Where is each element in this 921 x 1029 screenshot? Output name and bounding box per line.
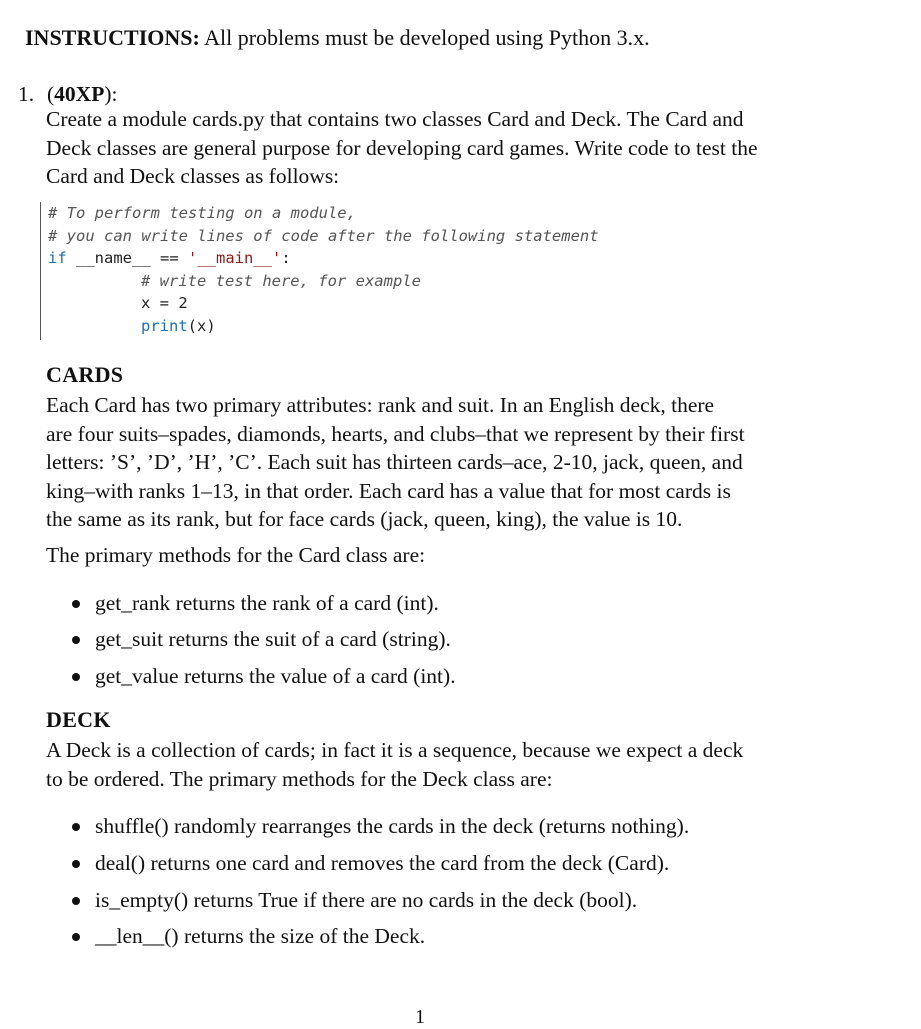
cards-paragraph	[46, 391, 866, 534]
card-method-item: get_rank returns the rank of a card (int).	[95, 591, 439, 615]
code-keyword-print: print	[141, 317, 188, 335]
intro-line: Card and Deck classes as follows:	[46, 164, 340, 188]
bullet-icon	[72, 636, 80, 644]
cards-heading: CARDS	[46, 362, 124, 387]
code-assign-line: x = 2	[141, 294, 188, 313]
code-string-main: '__main__'	[188, 249, 282, 268]
instructions-text: All problems must be developed using Python 3.x.	[199, 25, 650, 50]
deck-heading: DECK	[46, 707, 111, 732]
cards-line: king–with ranks 1–13, in that order. Each card has a value that for most cards is	[46, 478, 731, 503]
code-keyword-if: if	[48, 249, 67, 268]
code-comment-line: # you can write lines of code after the following statement	[48, 226, 599, 245]
cards-line: are four suits–spades, diamonds, hearts, and clubs–that we represent by their first	[46, 421, 745, 446]
code-print-line	[141, 315, 216, 338]
problem-number: 1.	[18, 82, 35, 106]
problem-label: (40XP):	[47, 82, 118, 106]
instructions-label: INSTRUCTIONS:	[25, 25, 200, 50]
deck-line: to be ordered. The primary methods for the Deck class are:	[46, 766, 553, 791]
code-comment-line: # To perform testing on a module,	[48, 204, 356, 222]
bullet-icon	[72, 933, 80, 941]
code-print-args: (x)	[187, 317, 216, 335]
deck-paragraph	[46, 736, 866, 793]
cards-methods-intro: The primary methods for the Card class are:	[46, 543, 426, 567]
deck-method-item: deal() returns one card and removes the card from the deck (Card).	[95, 851, 670, 875]
cards-line: letters: ’S’, ’D’, ’H’, ’C’. Each suit has thirteen cards–ace, 2-10, jack, queen, and	[46, 450, 743, 474]
bullet-icon	[72, 600, 80, 608]
bullet-icon	[72, 860, 80, 868]
deck-method-item: shuffle() randomly rearranges the cards in the deck (returns nothing).	[95, 814, 690, 838]
bullet-icon	[72, 673, 80, 681]
card-method-item: get_value returns the value of a card (int).	[95, 664, 456, 688]
code-name-compare: __name__ ==	[66, 249, 188, 268]
intro-line: Create a module cards.py that contains two classes Card and Deck. The Card and	[46, 107, 744, 131]
code-comment-line: # write test here, for example	[141, 271, 421, 290]
bullet-icon	[72, 823, 80, 831]
cards-line: Each Card has two primary attributes: rank and suit. In an English deck, there	[46, 393, 715, 417]
code-colon: :	[281, 249, 291, 268]
cards-line: the same as its rank, but for face cards (jack, queen, king), the value is 10.	[46, 507, 683, 531]
code-if-line	[48, 247, 291, 270]
code-block	[40, 202, 861, 340]
page-number: 1	[415, 1006, 425, 1028]
problem-intro	[46, 105, 866, 191]
bullet-icon	[72, 897, 80, 905]
intro-line: Deck classes are general purpose for developing card games. Write code to test the	[46, 135, 758, 160]
deck-line: A Deck is a collection of cards; in fact it is a sequence, because we expect a deck	[46, 738, 744, 762]
instructions-line	[25, 24, 650, 52]
card-method-item: get_suit returns the suit of a card (string).	[95, 627, 451, 651]
deck-method-item: __len__() returns the size of the Deck.	[95, 924, 426, 948]
deck-method-item: is_empty() returns True if there are no cards in the deck (bool).	[95, 888, 638, 912]
